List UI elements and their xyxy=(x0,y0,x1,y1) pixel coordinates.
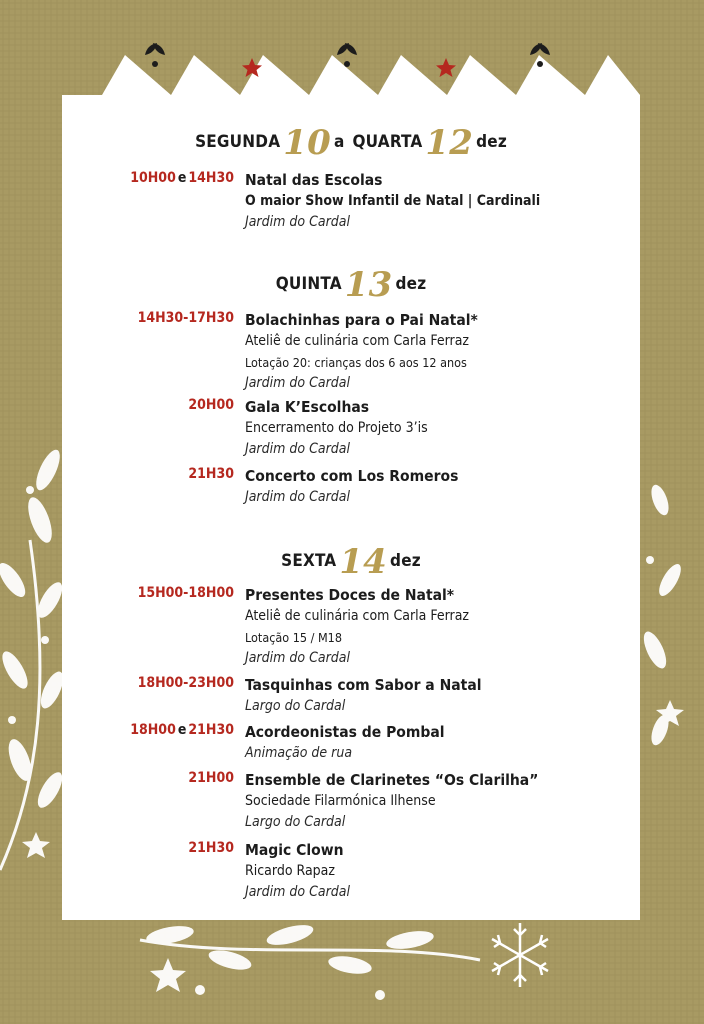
event-time: 14H30-17H30 xyxy=(137,310,234,326)
event-location: Jardim do Cardal xyxy=(245,884,350,900)
weekday-label: QUARTA xyxy=(352,132,423,152)
event-detail: Ateliê de culinária com Carla Ferraz xyxy=(245,333,470,349)
day-heading xyxy=(62,123,640,163)
day-number: 12 xyxy=(425,123,474,163)
event-title: Gala K’Escolhas xyxy=(245,398,370,416)
event-detail: Sociedade Filarmónica Ilhense xyxy=(245,793,436,809)
event-title: Bolachinhas para o Pai Natal* xyxy=(245,311,478,329)
event-time: 10H00 e 14H30 xyxy=(130,170,234,186)
event-time: 20H00 xyxy=(188,397,234,413)
event-location: Jardim do Cardal xyxy=(245,650,350,666)
day-number: 13 xyxy=(344,265,393,305)
event-detail: Ateliê de culinária com Carla Ferraz xyxy=(245,608,470,624)
weekday-label: QUINTA xyxy=(275,274,342,294)
event-detail: Lotação 15 / M18 xyxy=(245,630,342,645)
event-time: 21H00 xyxy=(188,770,234,786)
event-title: Ensemble de Clarinetes “Os Clarilha” xyxy=(245,771,539,789)
event-title: Acordeonistas de Pombal xyxy=(245,723,445,741)
weekday-label: SEXTA xyxy=(281,551,337,571)
event-location: Largo do Cardal xyxy=(245,814,346,830)
event-time: 21H30 xyxy=(188,840,234,856)
day-number: 10 xyxy=(283,123,331,163)
event-title: Presentes Doces de Natal* xyxy=(245,586,455,604)
range-connector: a xyxy=(333,132,345,152)
event-detail: Lotação 20: crianças dos 6 aos 12 anos xyxy=(245,355,467,370)
event-time: 15H00-18H00 xyxy=(137,585,234,601)
day-heading xyxy=(62,265,640,305)
event-title: Tasquinhas com Sabor a Natal xyxy=(245,676,482,694)
program-content xyxy=(62,0,640,920)
event-detail: O maior Show Infantil de Natal | Cardinali xyxy=(245,193,541,209)
event-time: 21H30 xyxy=(188,466,234,482)
event-detail: Encerramento do Projeto 3’is xyxy=(245,420,428,436)
event-location: Animação de rua xyxy=(245,745,353,761)
event-detail: Ricardo Rapaz xyxy=(245,863,336,879)
event-title: Concerto com Los Romeros xyxy=(245,467,459,485)
event-title: Natal das Escolas xyxy=(245,171,383,189)
event-time: 18H00-23H00 xyxy=(137,675,234,691)
event-location: Jardim do Cardal xyxy=(245,441,350,457)
month-label: dez xyxy=(390,551,421,571)
event-location: Jardim do Cardal xyxy=(245,375,350,391)
event-location: Jardim do Cardal xyxy=(245,489,350,505)
month-label: dez xyxy=(476,132,507,152)
month-label: dez xyxy=(395,274,427,294)
weekday-label: SEGUNDA xyxy=(195,132,281,152)
event-location: Jardim do Cardal xyxy=(245,214,350,230)
day-heading xyxy=(62,542,640,582)
event-title: Magic Clown xyxy=(245,841,344,859)
event-location: Largo do Cardal xyxy=(245,698,346,714)
event-time: 18H00 e 21H30 xyxy=(130,722,234,738)
day-number: 14 xyxy=(339,542,388,582)
